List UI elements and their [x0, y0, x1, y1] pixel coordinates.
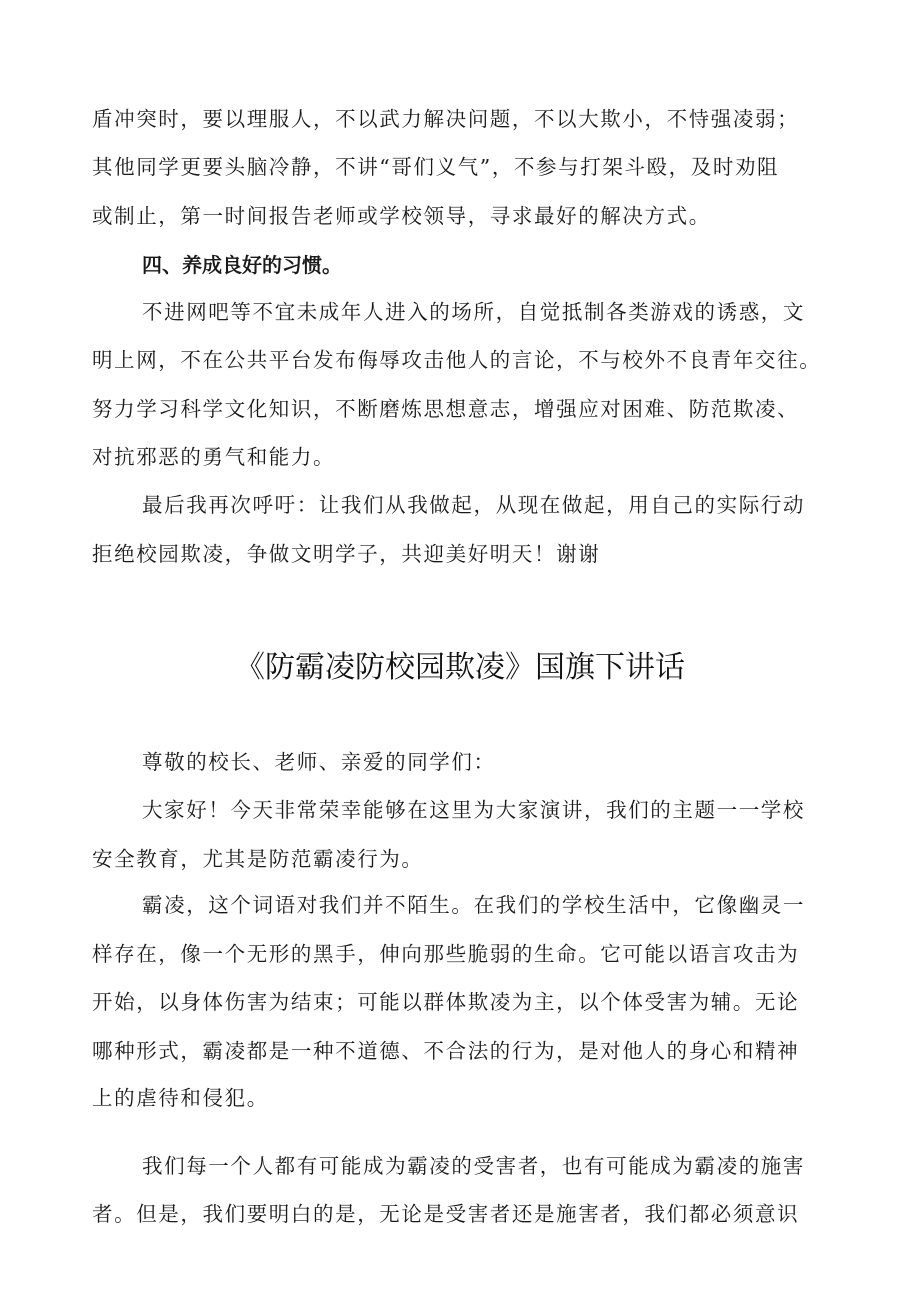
paragraph-line: 其他同学更要头脑冷静，不讲“哥们义气”，不参与打架斗殴，及时劝阻	[92, 155, 780, 179]
paragraph-line: 样存在，像一个无形的黑手，伸向那些脆弱的生命。它可能以语言攻击为	[92, 942, 800, 966]
paragraph-line: 上的虐待和侵犯。	[92, 1086, 269, 1110]
paragraph-line: 哪种形式，霸凌都是一种不道德、不合法的行为，是对他人的身心和精神	[92, 1039, 800, 1063]
paragraph-line: 大家好！今天非常荣幸能够在这里为大家演讲，我们的主题一一学校	[142, 798, 805, 822]
paragraph-line: 努力学习科学文化知识，不断磨炼思想意志，增强应对困难、防范欺凌、	[92, 397, 800, 421]
paragraph-line: 安全教育，尤其是防范霸凌行为。	[92, 847, 424, 871]
section-heading: 四、养成良好的习惯。	[142, 253, 342, 277]
paragraph-line: 或制止，第一时间报告老师或学校领导，寻求最好的解决方式。	[92, 204, 711, 228]
paragraph-line: 我们每一个人都有可能成为霸凌的受害者，也有可能成为霸凌的施害	[142, 1154, 805, 1178]
paragraph-line: 霸凌，这个词语对我们并不陌生。在我们的学校生活中，它像幽灵一	[142, 893, 805, 917]
paragraph-line: 明上网，不在公共平台发布侮辱攻击他人的言论，不与校外不良青年交往。	[92, 348, 822, 372]
paragraph-line: 者。但是，我们要明白的是，无论是受害者还是施害者，我们都必须意识	[92, 1202, 800, 1226]
paragraph-line: 对抗邪恶的勇气和能力。	[92, 445, 336, 469]
paragraph-line: 不进网吧等不宜未成年人进入的场所，自觉抵制各类游戏的诱惑，文	[142, 300, 805, 324]
paragraph-line: 拒绝校园欺凌，争做文明学子，共迎美好明天！谢谢	[92, 542, 601, 566]
salutation: 尊敬的校长、老师、亲爱的同学们：	[142, 750, 496, 774]
document-title: 《防霸凌防校园欺凌》国旗下讲话	[235, 650, 685, 685]
paragraph-line: 最后我再次呼吁：让我们从我做起，从现在做起，用自己的实际行动	[142, 493, 805, 517]
paragraph-line: 盾冲突时，要以理服人，不以武力解决问题，不以大欺小，不恃强凌弱；	[92, 107, 800, 131]
paragraph-line: 开始，以身体伤害为结束；可能以群体欺凌为主，以个体受害为辅。无论	[92, 990, 800, 1014]
